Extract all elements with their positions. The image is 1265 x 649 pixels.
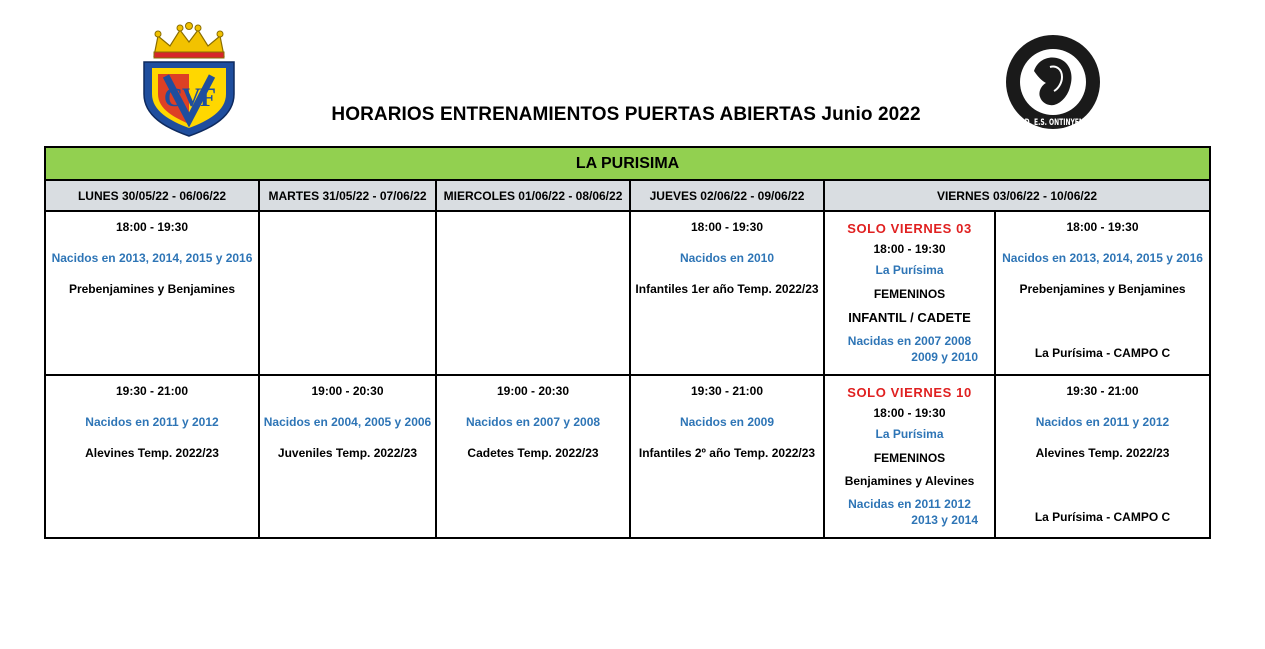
field-location: La Purísima - CAMPO C — [1034, 509, 1171, 524]
birth-years: Nacidos en 2011 y 2012 — [1035, 414, 1170, 429]
age-group: Prebenjamines y Benjamines — [1019, 282, 1186, 297]
birth-years: Nacidos en 2004, 2005 y 2006 — [263, 414, 432, 429]
svg-text:C.D. E.S. ONTINYENT: C.D. E.S. ONTINYENT — [1018, 118, 1089, 128]
birth-years-cont: 2013 y 2014 — [911, 512, 978, 527]
time-slot: 18:00 - 19:30 — [115, 220, 189, 235]
age-group: INFANTIL / CADETE — [848, 310, 971, 326]
cell-tuesday-1-empty — [259, 211, 436, 374]
cell-wednesday-1-empty — [436, 211, 630, 374]
cell-monday-1 — [45, 211, 259, 374]
cell-wednesday-2 — [436, 375, 630, 538]
category: FEMENINOS — [873, 287, 946, 302]
day-header-friday: VIERNES 03/06/22 - 10/06/22 — [824, 180, 1210, 211]
cell-friday-1 — [995, 211, 1210, 374]
cell-friday-special-1 — [824, 211, 995, 374]
venue-row — [45, 147, 1210, 180]
cell-thursday-1 — [630, 211, 824, 374]
location: La Purísima — [875, 263, 944, 278]
day-header-wednesday: MIERCOLES 01/06/22 - 08/06/22 — [436, 180, 630, 211]
birth-years: Nacidos en 2010 — [679, 251, 775, 266]
age-group: Benjamines y Alevines — [844, 473, 975, 488]
day-header-tuesday: MARTES 31/05/22 - 07/06/22 — [259, 180, 436, 211]
time-slot: 18:00 - 19:30 — [873, 405, 946, 420]
time-slot: 19:30 - 21:00 — [1066, 383, 1139, 398]
cell-friday-special-2 — [824, 375, 995, 538]
day-header-row — [45, 180, 1210, 211]
birth-years: Nacidas en 2011 2012 — [848, 496, 971, 511]
age-group: Cadetes Temp. 2022/23 — [467, 445, 599, 460]
category: FEMENINOS — [873, 450, 946, 465]
age-group: Infantiles 1er año Temp. 2022/23 — [635, 282, 819, 297]
birth-years: Nacidos en 2013, 2014, 2015 y 2016 — [51, 251, 253, 266]
time-slot: 18:00 - 19:30 — [690, 220, 764, 235]
field-location: La Purísima - CAMPO C — [1034, 346, 1171, 361]
cell-tuesday-2 — [259, 375, 436, 538]
cell-thursday-2 — [630, 375, 824, 538]
page-title: HORARIOS ENTRENAMIENTOS PUERTAS ABIERTAS Junio 2022 — [331, 104, 921, 125]
birth-years: Nacidos en 2011 y 2012 — [85, 414, 219, 429]
schedule-row-1 — [45, 211, 1210, 374]
age-group: Alevines Temp. 2022/23 — [1035, 445, 1170, 460]
svg-text:CVF: CVF — [164, 83, 216, 112]
schedule-row-2 — [45, 375, 1210, 538]
birth-years: Nacidos en 2009 — [679, 414, 775, 429]
time-slot: 18:00 - 19:30 — [873, 242, 946, 257]
schedule-table — [44, 146, 1211, 539]
age-group: Juveniles Temp. 2022/23 — [277, 445, 418, 460]
age-group: Prebenjamines y Benjamines — [68, 282, 236, 297]
age-group: Infantiles 2º año Temp. 2022/23 — [638, 445, 816, 460]
day-header-monday: LUNES 30/05/22 - 06/06/22 — [45, 180, 259, 211]
time-slot: 19:00 - 20:30 — [496, 383, 570, 398]
special-session-title: SOLO VIERNES 03 — [847, 221, 972, 237]
time-slot: 19:30 - 21:00 — [115, 383, 189, 398]
crown-icon — [154, 23, 224, 59]
location: La Purísima — [875, 426, 944, 441]
age-group: Alevines Temp. 2022/23 — [85, 445, 219, 460]
day-header-thursday: JUEVES 02/06/22 - 09/06/22 — [630, 180, 824, 211]
venue-header: LA PURISIMA — [45, 147, 1210, 180]
time-slot: 18:00 - 19:30 — [1066, 220, 1139, 235]
birth-years: Nacidos en 2007 y 2008 — [465, 414, 601, 429]
special-session-title: SOLO VIERNES 10 — [847, 384, 972, 400]
birth-years: Nacidas en 2007 2008 — [847, 334, 972, 349]
birth-years: Nacidos en 2013, 2014, 2015 y 2016 — [1002, 251, 1203, 266]
cell-friday-2 — [995, 375, 1210, 538]
time-slot: 19:30 - 21:00 — [690, 383, 764, 398]
birth-years-cont: 2009 y 2010 — [911, 350, 978, 365]
cell-monday-2 — [45, 375, 259, 538]
time-slot: 19:00 - 20:30 — [311, 383, 384, 398]
